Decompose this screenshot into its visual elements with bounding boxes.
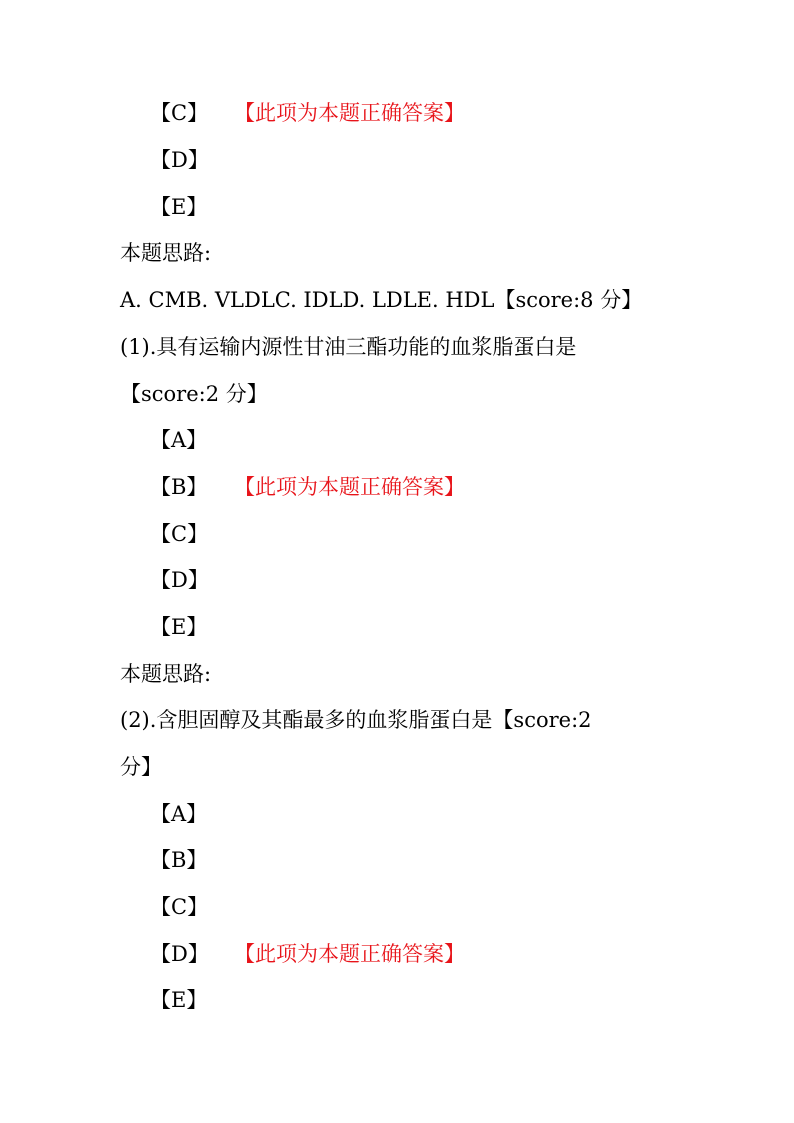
correct-answer-mark: 【此项为本题正确答案】: [234, 942, 465, 966]
q1-option-c: 【C】: [150, 522, 209, 546]
q2-option-c: 【C】: [150, 895, 209, 919]
option-d: 【D】: [150, 148, 209, 172]
question-2-stem: (2).含胆固醇及其酯最多的血浆脂蛋白是【score:2: [120, 708, 592, 732]
q1-option-d: 【D】: [150, 568, 209, 592]
analysis-label: 本题思路:: [120, 241, 212, 265]
question-group-header: A. CMB. VLDLC. IDLD. LDLE. HDL【score:8 分】: [120, 288, 643, 312]
analysis-label: 本题思路:: [120, 662, 212, 686]
q2-option-d: 【D】: [150, 942, 209, 966]
q2-option-e: 【E】: [150, 988, 208, 1012]
q1-option-e: 【E】: [150, 615, 208, 639]
question-2-score: 分】: [120, 755, 162, 779]
correct-answer-mark: 【此项为本题正确答案】: [234, 101, 465, 125]
option-e: 【E】: [150, 195, 208, 219]
q2-option-b: 【B】: [150, 848, 208, 872]
q1-option-a: 【A】: [150, 428, 208, 452]
q1-option-b: 【B】: [150, 475, 208, 499]
option-c: 【C】: [150, 101, 209, 125]
q2-option-a: 【A】: [150, 802, 208, 826]
question-1-score: 【score:2 分】: [120, 382, 268, 406]
correct-answer-mark: 【此项为本题正确答案】: [234, 475, 465, 499]
question-1-stem: (1).具有运输内源性甘油三酯功能的血浆脂蛋白是: [120, 335, 577, 359]
